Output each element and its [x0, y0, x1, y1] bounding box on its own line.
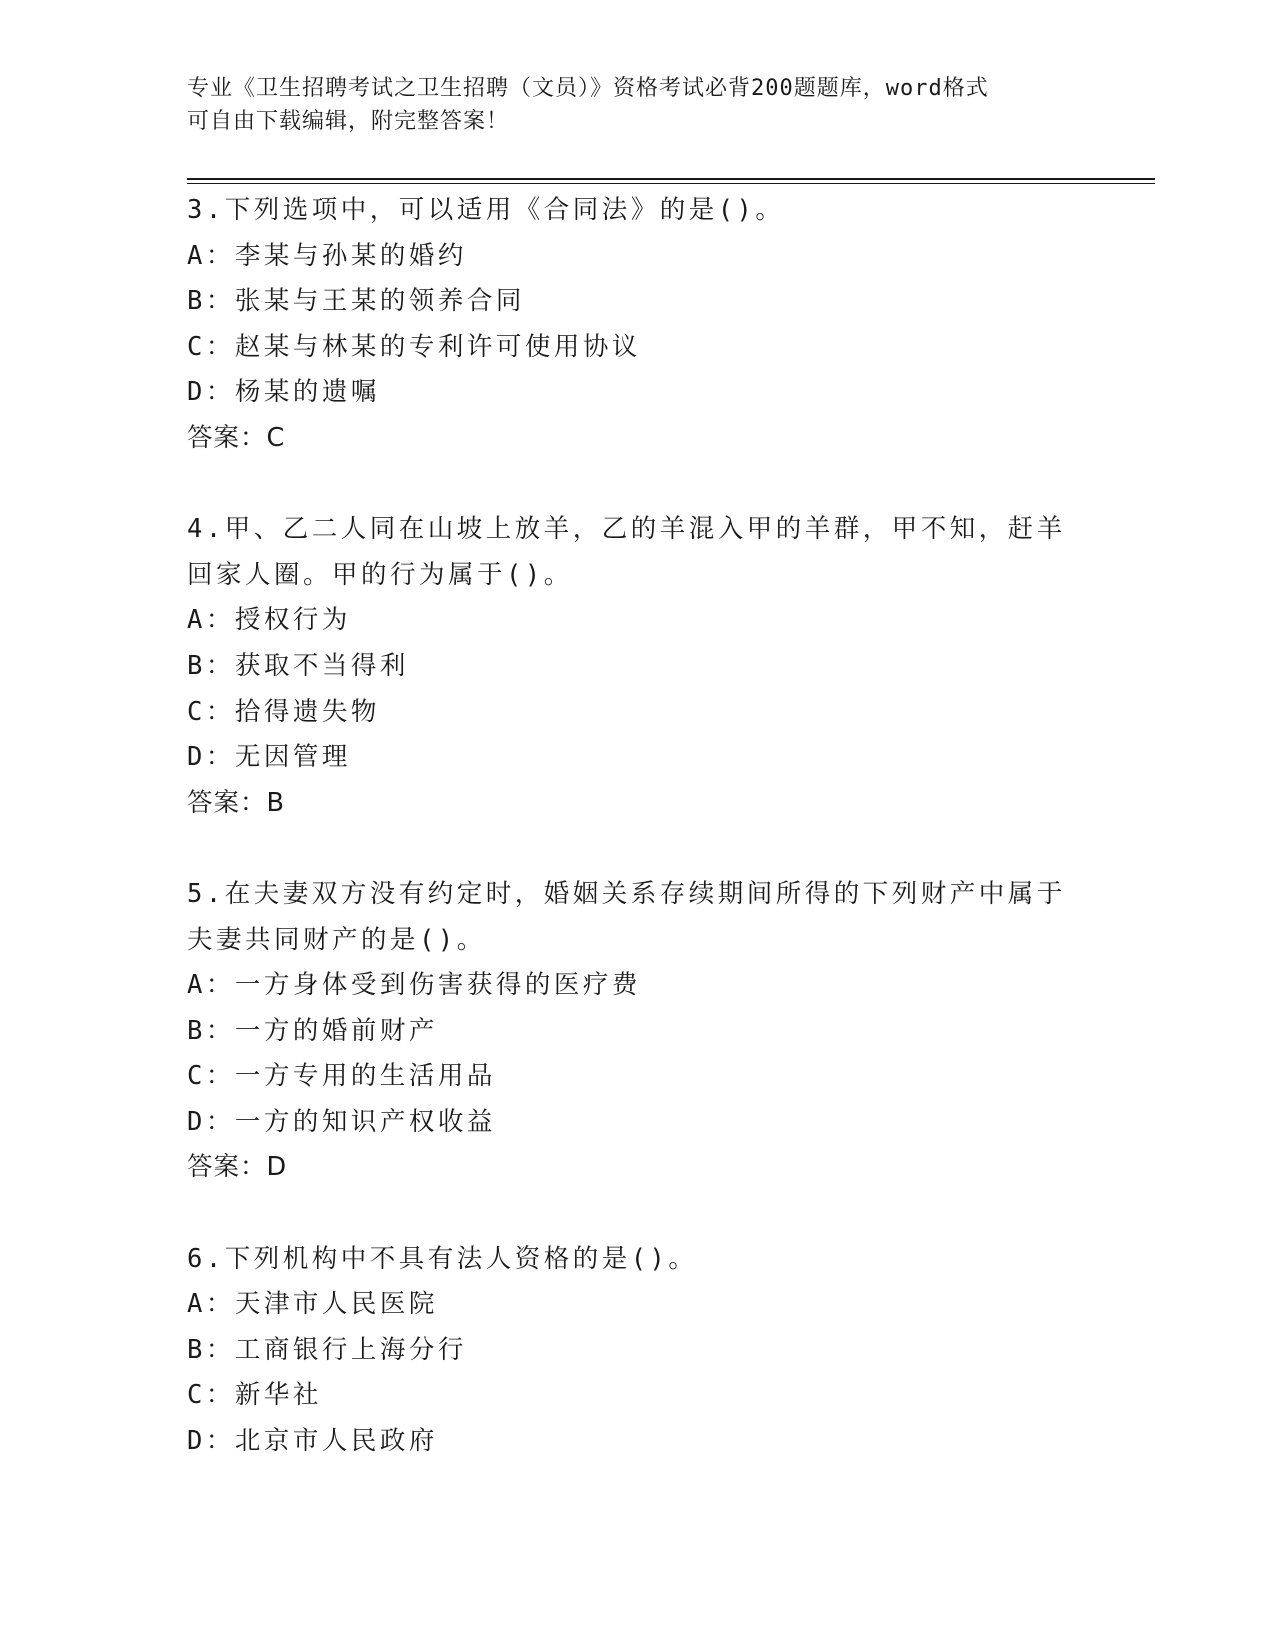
question-block: [187, 507, 1087, 826]
option-c: C：一方专用的生活用品: [187, 1061, 496, 1092]
question-stem: 3.下列选项中，可以适用《合同法》的是()。: [187, 195, 785, 225]
header-line-1: 专业《卫生招聘考试之卫生招聘（文员）》资格考试必背200题题库，word格式: [187, 76, 989, 101]
question-stem-continued: 夫妻共同财产的是()。: [187, 924, 486, 955]
spacer: [187, 826, 1087, 872]
option-a: A：授权行为: [187, 605, 351, 636]
option-d: D：杨某的遗嘱: [187, 377, 380, 408]
question-stem: 6.下列机构中不具有法人资格的是()。: [187, 1243, 698, 1274]
option-a: A：天津市人民医院: [187, 1289, 438, 1320]
option-c: C：赵某与林某的专利许可使用协议: [187, 331, 641, 362]
option-d: D：无因管理: [187, 742, 351, 773]
option-b: B：工商银行上海分行: [187, 1334, 467, 1365]
spacer: [187, 462, 1087, 508]
option-b: B：张某与王某的领养合同: [187, 286, 525, 317]
answer-line: 答案：B: [187, 787, 285, 818]
question-stem-continued: 回家人圈。甲的行为属于()。: [187, 559, 573, 590]
option-c: C：拾得遗失物: [187, 696, 380, 727]
question-block: [187, 872, 1087, 1191]
document-header: [187, 72, 1087, 138]
answer-line: 答案：C: [187, 422, 286, 453]
option-b: B：一方的婚前财产: [187, 1015, 438, 1046]
header-line-2: 可自由下载编辑，附完整答案！: [187, 109, 510, 134]
question-block: [187, 1237, 1087, 1465]
option-d: D：北京市人民政府: [187, 1426, 438, 1457]
option-a: A：李某与孙某的婚约: [187, 240, 467, 271]
question-block: [187, 188, 1087, 462]
question-stem: 5.在夫妻双方没有约定时，婚姻关系存续期间所得的下列财产中属于: [187, 878, 1066, 909]
option-b: B：获取不当得利: [187, 650, 409, 681]
option-c: C：新华社: [187, 1380, 322, 1411]
question-list: [187, 188, 1087, 1465]
option-a: A：一方身体受到伤害获得的医疗费: [187, 970, 641, 1001]
question-stem: 4.甲、乙二人同在山坡上放羊，乙的羊混入甲的羊群，甲不知，赶羊: [187, 514, 1066, 545]
header-divider-thick: [187, 178, 1155, 180]
answer-line: 答案：D: [187, 1152, 288, 1183]
header-divider-thin: [187, 183, 1155, 184]
spacer: [187, 1191, 1087, 1237]
option-d: D：一方的知识产权收益: [187, 1106, 496, 1137]
